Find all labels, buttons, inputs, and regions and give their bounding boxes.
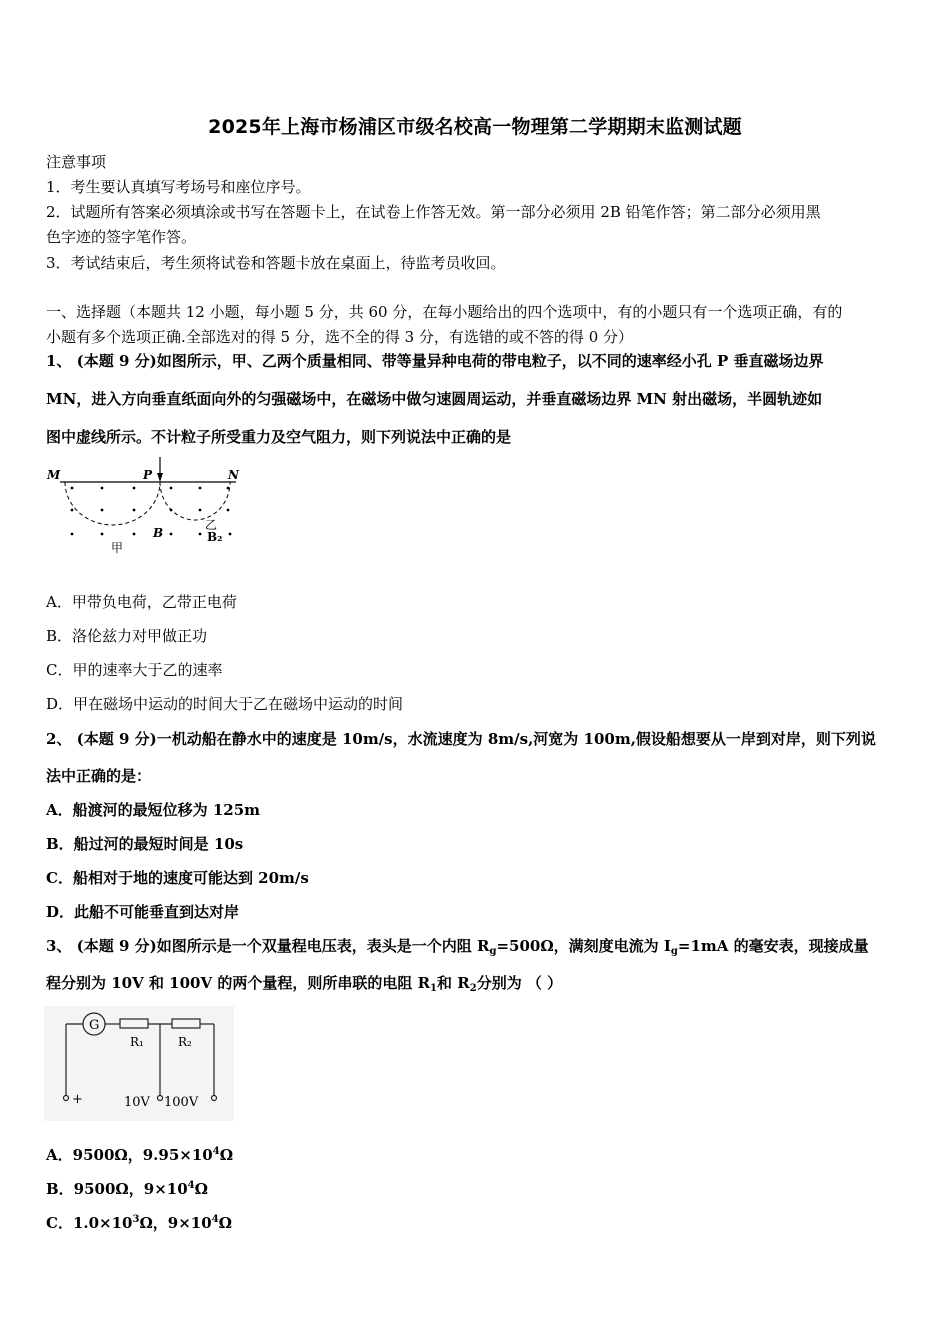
- label-jia: 甲: [111, 541, 124, 555]
- q3-option-b: B．9500Ω，$9\times 10^4\Omega$: [46, 1180, 208, 1198]
- q3-option-c: C．$1.0\times 10^3\Omega$，$9\times 10^4\Omega$: [46, 1214, 233, 1232]
- notice-heading: 注意事项: [46, 153, 107, 171]
- q2-option-c: C．船相对于地的速度可能达到 20m/s: [46, 869, 309, 887]
- entry-arrowhead: [157, 473, 163, 482]
- q1-stem-line2: MN，进入方向垂直纸面向外的匀强磁场中，在磁场中做匀速圆周运动，并垂直磁场边界 MN 射出磁场，半圆轨迹如: [46, 390, 823, 408]
- notice-item-2-cont: 色字迹的签字笔作答。: [46, 228, 197, 246]
- section-header-cont: 小题有多个选项正确.全部选对的得 5 分，选不全的得 3 分，有选错的或不答的得 0 分）: [46, 328, 634, 346]
- label-m: M: [47, 468, 61, 482]
- label-p: P: [143, 468, 153, 482]
- notice-item-2: 2．试题所有答案必须填涂或书写在答题卡上，在试卷上作答无效。第一部分必须用 2B 铅笔作答；第二部分必须用黑: [46, 203, 821, 221]
- label-yi: 乙: [205, 518, 218, 532]
- page-title: 2025年上海市杨浦区市级名校高一物理第二学期期末监测试题: [208, 116, 742, 138]
- label-r2: R₂: [178, 1035, 192, 1049]
- label-100v: 100V: [164, 1095, 199, 1110]
- label-b2: B₂: [207, 530, 223, 544]
- q1-option-b: B．洛伦兹力对甲做正功: [46, 627, 208, 645]
- trajectory-jia: [65, 482, 160, 525]
- q3-option-a: A．9500Ω，$9.95\times 10^4\Omega$: [46, 1146, 234, 1164]
- notice-item-1: 1．考生要认真填写考场号和座位序号。: [46, 178, 311, 196]
- q1-stem-line1: 1、 (本题 9 分)如图所示，甲、乙两个质量相同、带等量异种电荷的带电粒子，以不同的速率经小孔 P 垂直磁场边界: [46, 352, 824, 370]
- label-n: N: [228, 468, 239, 482]
- q1-stem-line3: 图中虚线所示。不计粒子所受重力及空气阻力，则下列说法中正确的是: [46, 428, 512, 446]
- label-r1: R₁: [130, 1035, 144, 1049]
- q1-option-c: C．甲的速率大于乙的速率: [46, 661, 223, 679]
- q2-option-b: B．船过河的最短时间是 10s: [46, 835, 244, 853]
- section-header: 一、选择题（本题共 12 小题，每小题 5 分，共 60 分，在每小题给出的四个选项中，有的小题只有一个选项正确，有的: [46, 303, 843, 321]
- q2-stem-line1: 2、 (本题 9 分)一机动船在静水中的速度是 10m/s，水流速度为 8m/s,河宽为 100m,假设船想要从一岸到对岸，则下列说: [46, 730, 876, 748]
- voltmeter-circuit-figure: [44, 1006, 234, 1121]
- label-10v: 10V: [124, 1095, 150, 1110]
- magnetic-field-figure: [40, 455, 250, 560]
- q2-option-d: D．此船不可能垂直到达对岸: [46, 903, 240, 921]
- notice-item-3: 3．考试结束后，考生须将试卷和答题卡放在桌面上，待监考员收回。: [46, 254, 506, 272]
- label-b: B: [153, 526, 164, 540]
- q1-option-a: A．甲带负电荷，乙带正电荷: [46, 593, 237, 611]
- q2-option-a: A．船渡河的最短位移为 125m: [46, 801, 261, 819]
- q1-option-d: D．甲在磁场中运动的时间大于乙在磁场中运动的时间: [46, 695, 404, 713]
- q2-stem-line2: 法中正确的是：: [46, 767, 152, 785]
- q3-stem-line2: 程分别为 10V 和 100V 的两个量程，则所串联的电阻 $R_1$和 $R_2$分别为 （ ）: [46, 974, 563, 994]
- q3-stem-line1: 3、 (本题 9 分)如图所示是一个双量程电压表，表头是一个内阻 $R_g=500\Omega$，满刻度电流为 $I_g=1mA$ 的毫安表，现接成量: [46, 937, 869, 957]
- label-plus: +: [72, 1092, 83, 1107]
- label-g: G: [89, 1018, 100, 1033]
